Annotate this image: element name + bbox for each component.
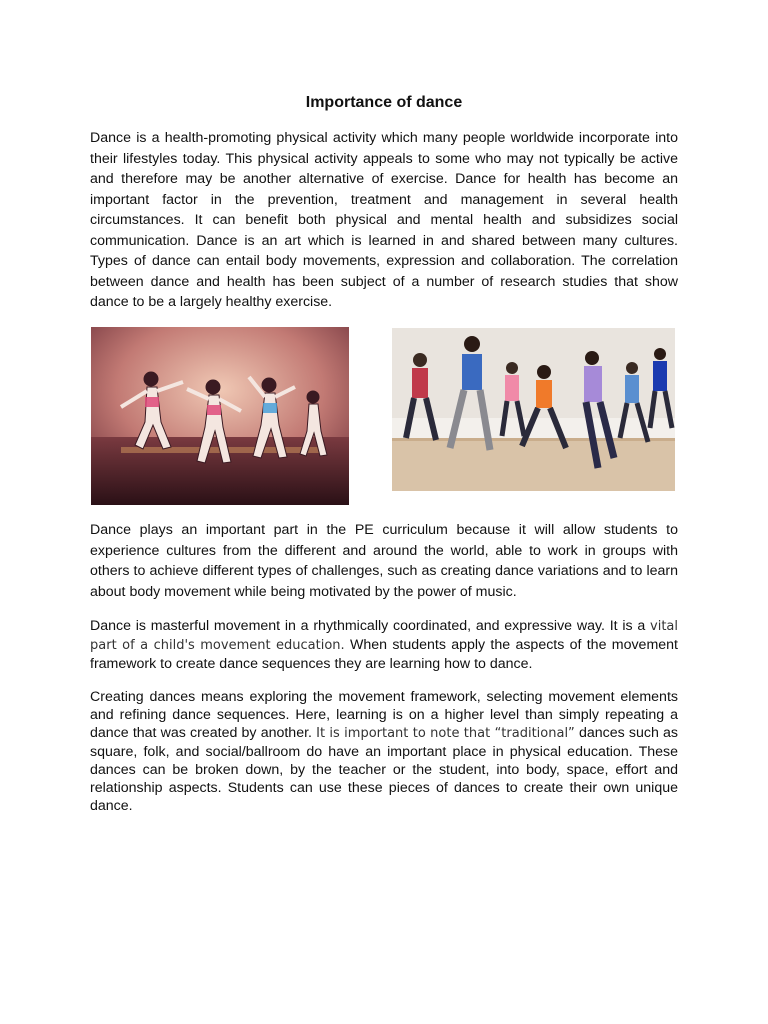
- paragraph-masterful-movement-part3: When students apply the aspects of the movement framework to create dance sequences they are learning how to dance.: [90, 637, 678, 672]
- photo-hip-hop-dance-group-image: [392, 328, 675, 491]
- paragraph-masterful-movement: [90, 617, 678, 673]
- paragraph-masterful-movement-part1: Dance is masterful movement in a rhythmically coordinated, and expressive way. It is a: [90, 618, 651, 634]
- paragraph-creating-dances-part1: Creating dances means exploring the movement framework, selecting movement elements and refining dance sequences. Here, learning is on a higher level than simply repeating a dance that was created by another.: [90, 689, 678, 741]
- photo-hip-hop-dance-group: [392, 328, 675, 491]
- paragraph-masterful-movement-part2: vital part of a child's movement education.: [90, 619, 678, 653]
- paragraph-intro: Dance is a health-promoting physical activity which many people worldwide incorporate into their lifestyles today. This physical activity appeals to some who may not typically be active and therefore may be another alternative of exercise. Dance for health has become an important factor in the prevention, treatment and management in several health circumstances. It can benefit both physical and mental health and subsidizes social communication. Dance is an art which is learned in and shared between many cultures. Types of dance can entail body movements, expression and collaboration. The correlation between dance and health has been subject of a number of research studies that show dance to be a largely healthy exercise.: [90, 130, 678, 310]
- photo-dance-class-studio-image: [91, 327, 349, 505]
- paragraph-creating-dances: [90, 688, 678, 815]
- document-title: Importance of dance: [305, 94, 463, 111]
- paragraph-pe-curriculum: Dance plays an important part in the PE curriculum because it will allow students to experience cultures from the different and around the world, able to work in groups with others to achieve different types of challenges, such as creating dance variations and to learn about body movement while being motivated by the power of music.: [90, 522, 678, 600]
- paragraph-creating-dances-part2: It is important to note that “traditional”: [316, 726, 575, 741]
- photo-dance-class-studio: [91, 327, 349, 505]
- paragraph-creating-dances-part3: dances such as square, folk, and social/ballroom do have an important place in physical education. These dances can be broken down, by the teacher or the student, into body, space, effort and relationship aspects. Students can use these pieces of dances to create their own unique dance.: [90, 725, 678, 814]
